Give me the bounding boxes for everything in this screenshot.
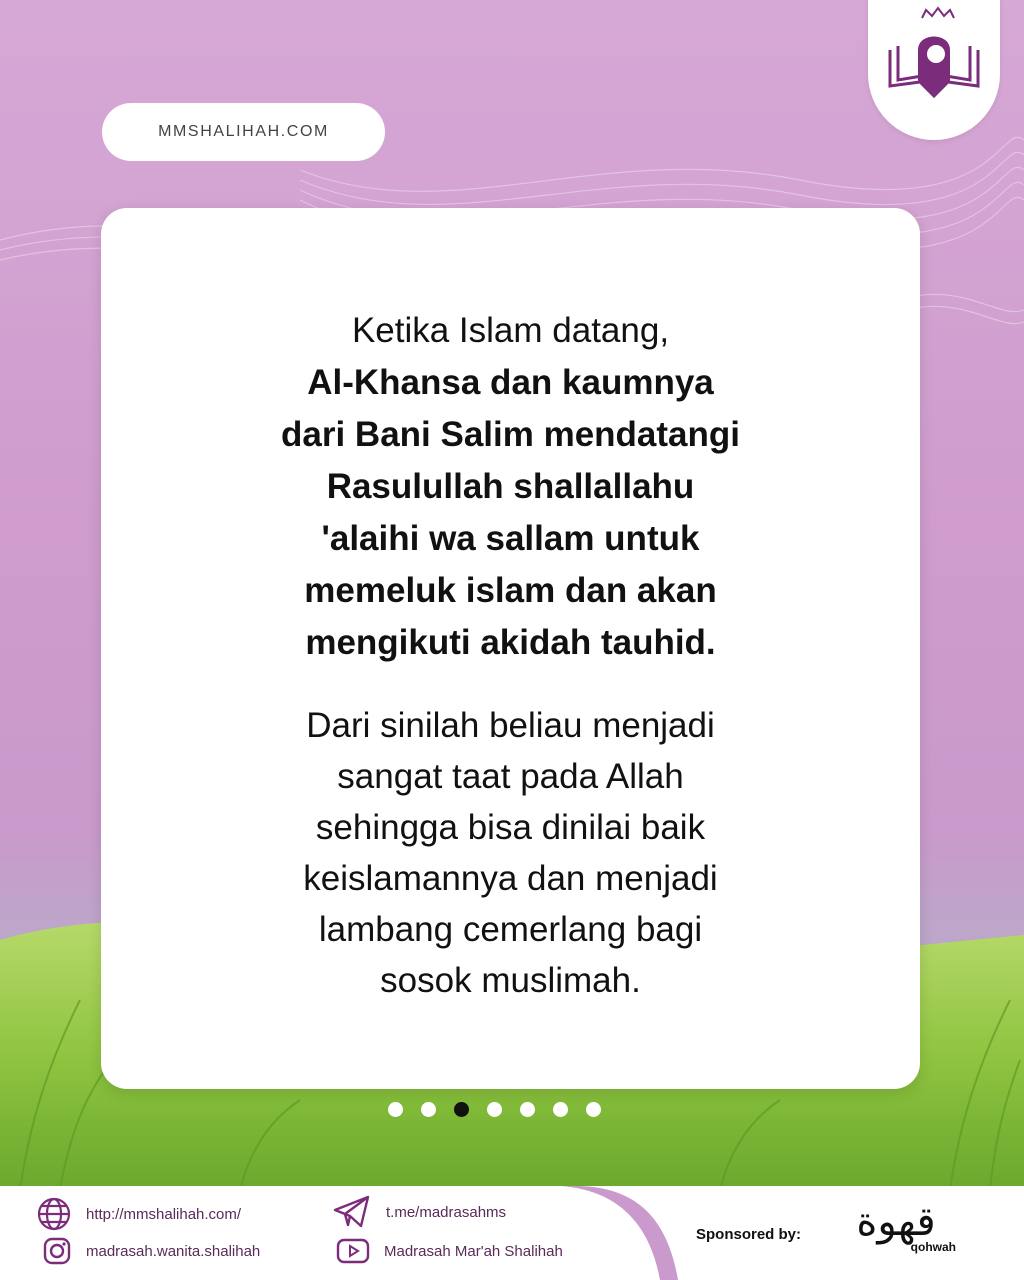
pagination-dots — [388, 1102, 601, 1117]
youtube-channel[interactable]: Madrasah Mar'ah Shalihah — [384, 1242, 563, 1260]
telegram-icon — [332, 1194, 372, 1230]
body-line: Dari sinilah beliau menjadi — [306, 706, 715, 745]
footer-instagram[interactable] — [42, 1236, 260, 1266]
pagination-dot[interactable] — [388, 1102, 403, 1117]
intro-line: Ketika Islam datang, — [351, 311, 670, 350]
intro-paragraph — [101, 305, 920, 669]
bold-line: 'alaihi wa sallam untuk — [321, 519, 700, 558]
content-card — [101, 208, 920, 1089]
pagination-dot[interactable] — [586, 1102, 601, 1117]
sponsor-latin-text: qohwah — [910, 1240, 956, 1254]
sponsor-arabic-text: قهوة — [856, 1199, 936, 1245]
footer-youtube[interactable] — [336, 1238, 563, 1264]
logo-badge — [868, 0, 1000, 140]
footer-accent-curve — [560, 1186, 700, 1280]
bold-line: Al-Khansa dan kaumnya — [307, 363, 714, 402]
bold-line: Rasulullah shallallahu — [326, 467, 695, 506]
sponsored-label: Sponsored by: — [696, 1226, 802, 1243]
site-url-pill[interactable] — [102, 103, 385, 161]
pagination-dot[interactable] — [487, 1102, 502, 1117]
sponsor-logo — [836, 1200, 956, 1254]
bold-line: dari Bani Salim mendatangi — [281, 415, 740, 454]
pagination-dot-active[interactable] — [454, 1102, 469, 1117]
website-link[interactable]: http://mmshalihah.com/ — [86, 1205, 242, 1223]
pagination-dot[interactable] — [520, 1102, 535, 1117]
body-line: keislamannya dan menjadi — [303, 859, 718, 898]
body-line: sangat taat pada Allah — [337, 757, 684, 796]
pagination-dot[interactable] — [421, 1102, 436, 1117]
madrasah-crown-book-logo-icon — [868, 0, 1000, 140]
footer-website[interactable] — [36, 1196, 241, 1232]
body-line: lambang cemerlang bagi — [318, 910, 703, 949]
globe-icon — [36, 1196, 72, 1232]
pagination-dot[interactable] — [553, 1102, 568, 1117]
instagram-handle[interactable]: madrasah.wanita.shalihah — [86, 1242, 261, 1260]
body-line: sehingga bisa dinilai baik — [315, 808, 706, 847]
footer-telegram[interactable] — [332, 1194, 506, 1230]
site-url-text: MMSHALIHAH.COM — [158, 123, 329, 140]
bold-line: memeluk islam dan akan — [304, 571, 717, 610]
youtube-icon — [336, 1238, 370, 1264]
body-line: sosok muslimah. — [380, 961, 641, 1000]
bold-line: mengikuti akidah tauhid. — [305, 623, 716, 662]
body-paragraph — [101, 700, 920, 1006]
instagram-icon — [42, 1236, 72, 1266]
telegram-link[interactable]: t.me/madrasahms — [386, 1203, 507, 1221]
